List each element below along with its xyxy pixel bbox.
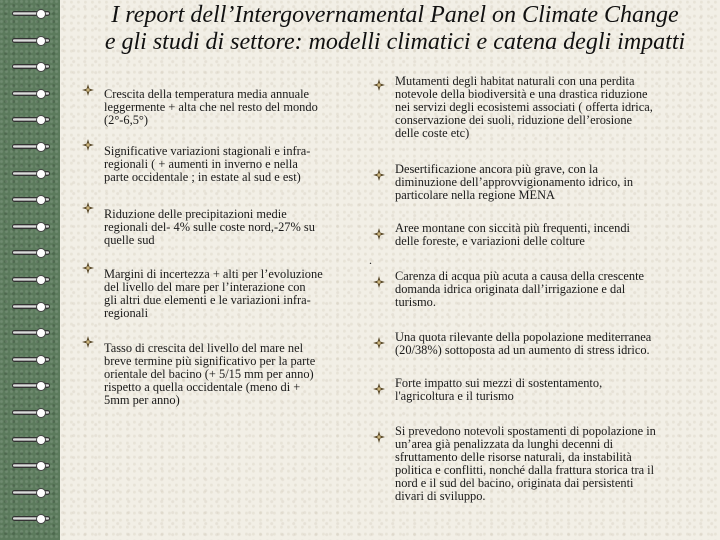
bullet-text-line: diminuzione dell’approvvigionamento idrico, in — [395, 175, 634, 189]
ornate-bullet-icon — [373, 79, 385, 91]
ornate-bullet-icon — [82, 139, 94, 151]
binder-ring — [4, 407, 64, 419]
ornate-bullet-icon — [373, 228, 385, 240]
ornate-bullet-icon — [82, 84, 94, 96]
bullet-text-line: sfruttamento delle risorse naturali, da instabilità — [395, 450, 632, 464]
right-bullet-item — [395, 425, 656, 503]
bullet-text-line: nord e il sud del bacino, originata dai persistenti — [395, 476, 634, 490]
right-bullet-item — [395, 377, 602, 403]
right-bullet-item — [395, 331, 651, 357]
binder-ring — [4, 301, 64, 313]
left-bullet-item — [104, 268, 323, 320]
bullet-text-line: conservazione dei suoli, riduzione dell’erosione — [395, 113, 633, 127]
right-bullet-item — [395, 270, 644, 309]
bullet-text-line: un’area già penalizzata da lunghi decenni di — [395, 437, 614, 451]
binder-ring — [4, 8, 64, 20]
ornate-bullet-icon — [82, 202, 94, 214]
bullet-text-line: domanda idrica originata dall’irrigazione e dal — [395, 282, 626, 296]
binder-ring — [4, 487, 64, 499]
bullet-text-line: quelle sud — [104, 233, 155, 247]
bullet-text-line: Carenza di acqua più acuta a causa della crescente — [395, 269, 645, 283]
binder-ring — [4, 434, 64, 446]
binder-ring — [4, 221, 64, 233]
binder-ring — [4, 114, 64, 126]
binder-ring — [4, 354, 64, 366]
binder-ring — [4, 35, 64, 47]
left-bullet-item — [104, 208, 315, 247]
bullet-text-line: divari di sviluppo. — [395, 489, 486, 503]
binder-ring — [4, 247, 64, 259]
ornate-bullet-icon — [373, 383, 385, 395]
bullet-text-line: Aree montane con siccità più frequenti, incendi — [395, 221, 630, 235]
ornate-bullet-icon — [82, 262, 94, 274]
binder-ring — [4, 194, 64, 206]
right-bullet-item — [395, 222, 630, 248]
binder-ring — [4, 168, 64, 180]
bullet-text-line: Si prevedono notevoli spostamenti di popolazione in — [395, 424, 656, 438]
bullet-text-line: Margini di incertezza + alti per l’evoluzione — [104, 267, 323, 281]
binder-ring — [4, 141, 64, 153]
bullet-text-line: delle foreste, e variazioni delle colture — [395, 234, 585, 248]
bullet-text-line: leggermente + alta che nel resto del mondo — [104, 100, 318, 114]
bullet-text-line: regionali del- 4% sulle coste nord,-27% su — [104, 220, 315, 234]
bullet-text-line: l'agricoltura e il turismo — [395, 389, 514, 403]
bullet-text-line: (20/38%) sottoposta ad un aumento di stress idrico. — [395, 343, 650, 357]
bullet-text-line: gli altri due elementi e le variazioni infra- — [104, 293, 311, 307]
bullet-text-line: parte occidentale ; in estate al sud e est) — [104, 170, 301, 184]
bullet-text-line: Crescita della temperatura media annuale — [104, 87, 310, 101]
bullet-text-line: Significative variazioni stagionali e infra- — [104, 144, 311, 158]
binder-ring — [4, 327, 64, 339]
bullet-text-line: regionali — [104, 306, 149, 320]
bullet-text-line: regionali ( + aumenti in inverno e nella — [104, 157, 298, 171]
bullet-text-line: Mutamenti degli habitat naturali con una perdita — [395, 74, 635, 88]
bullet-text-line: Tasso di crescita del livello del mare nel — [104, 341, 304, 355]
binder-ring — [4, 513, 64, 525]
bullet-text-line: Una quota rilevante della popolazione mediterranea — [395, 330, 652, 344]
left-bullet-item — [104, 88, 318, 127]
bullet-text-line: notevole della biodiversità e una drastica riduzione — [395, 87, 648, 101]
bullet-text-line: rispetto a quella occidentale (meno di + — [104, 380, 301, 394]
bullet-text-line: politica e conflitti, nonché dalla frattura storica tra il — [395, 463, 655, 477]
right-bullet-item — [395, 163, 633, 202]
bullet-text-line: Desertificazione ancora più grave, con la — [395, 162, 598, 176]
binder-ring — [4, 88, 64, 100]
bullet-text-line: turismo. — [395, 295, 436, 309]
right-bullet-item — [395, 75, 653, 140]
binder-ring — [4, 460, 64, 472]
ornate-bullet-icon — [373, 276, 385, 288]
bullet-text-line: Forte impatto sui mezzi di sostentamento, — [395, 376, 603, 390]
ornate-bullet-icon — [373, 169, 385, 181]
bullet-text-line: Riduzione delle precipitazioni medie — [104, 207, 287, 221]
title-line-2: e gli studi di settore: modelli climatici e catena degli impatti — [104, 29, 686, 55]
slide-title — [70, 2, 720, 56]
bullet-text-line: delle coste etc) — [395, 126, 470, 140]
bullet-text-line: particolare nella regione MENA — [395, 188, 555, 202]
binder-ring — [4, 380, 64, 392]
binder-ring — [4, 274, 64, 286]
title-line-1: I report dell’Intergovernamental Panel on Climate Change — [111, 2, 679, 28]
bullet-text-line: (2°-6,5°) — [104, 113, 148, 127]
left-bullet-item — [104, 145, 310, 184]
left-bullet-item — [104, 342, 315, 407]
bullet-text-line: 5mm per anno) — [104, 393, 180, 407]
ornate-bullet-icon — [373, 337, 385, 349]
ornate-bullet-icon — [82, 336, 94, 348]
bullet-text-line: nei servizi degli ecosistemi associati ( offerta idrica, — [395, 100, 653, 114]
ornate-bullet-icon — [373, 431, 385, 443]
binder-ring — [4, 61, 64, 73]
binder-spine — [0, 0, 60, 540]
bullet-text-line: orientale del bacino (+ 5/15 mm per anno) — [104, 367, 314, 381]
bullet-text-line: del livello del mare per l’interazione con — [104, 280, 306, 294]
stray-dot: . — [369, 253, 372, 267]
bullet-text-line: breve termine più significativo per la parte — [104, 354, 316, 368]
